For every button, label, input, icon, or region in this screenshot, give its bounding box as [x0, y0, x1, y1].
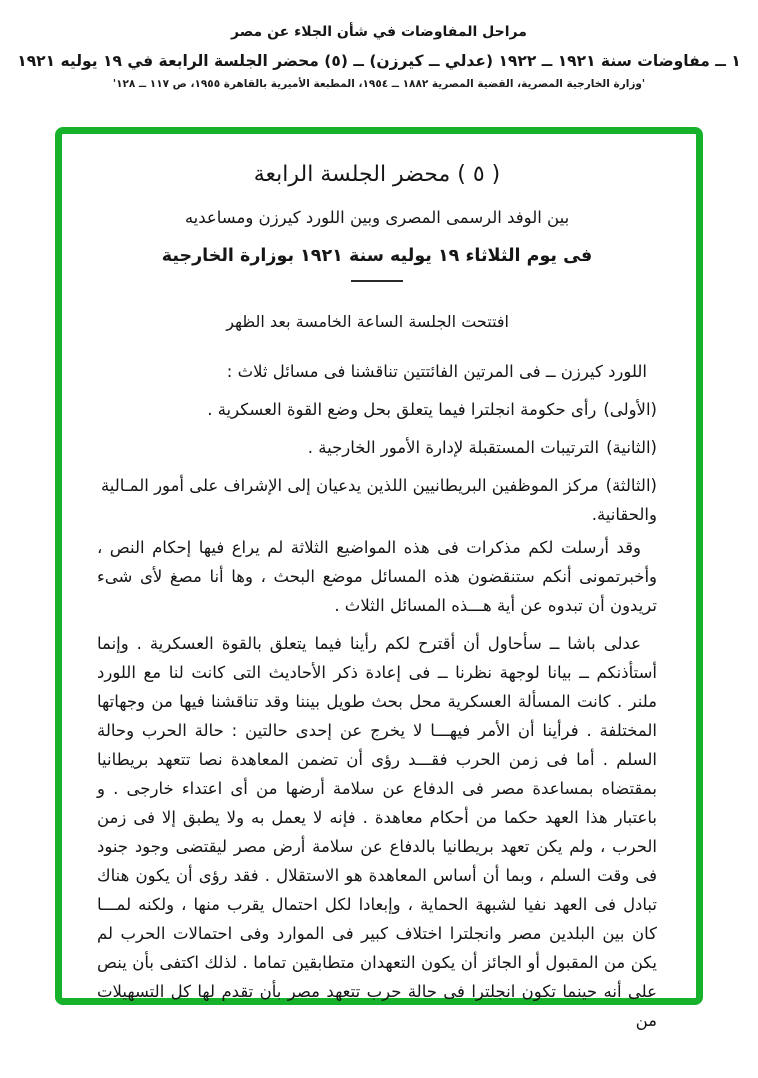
header-title: مراحل المفاوضات في شأن الجلاء عن مصر: [231, 24, 527, 40]
agenda-item-label: (الثانية): [606, 438, 657, 457]
opening-line: افتتحت الجلسة الساعة الخامسة بعد الظهر: [226, 312, 509, 331]
document-body: [62, 134, 696, 1035]
paragraph-adli-pasha: عدلى باشا ــ سأحاول أن أقترح لكم رأينا فيما يتعلق بالقوة العسكرية . وإنما أستأذنكم ــ بيانا لوجهة نظرنا ــ فى إعادة ذكر الأحاديث التى كانت لنا مع اللورد ملنر . كانت المسألة العسكرية محل بحث طويل بيننا وقد تناقشنا فيها من وجهاتها المختلفة . فرأينا أن الأمر فيهـــا لا يخرج عن إحدى حالتين : حالة الحرب وحالة السلم . أما فى زمن الحرب فقـــد رؤى أن تضمن المعاهدة نصا تتعهد بريطانيا بمقتضاه بمساعدة مصر فى الدفاع عن سلامة أرضها من أى اعتداء خارجى . و باعتبار هذا العهد حكما من أحكام معاهدة . فإنه لا يعمل به ولا يطبق إلا فى زمن الحرب ، ولم يكن تعهد بريطانيا بالدفاع عن سلامة أرض مصر ليقتضى وجود جنود فى وقت السلم ، وبما أن أساس المعاهدة هو الاستقلال . فقد رؤى أن يكون هناك تبادل فى العهد نفيا لشبهة الحماية ، وإبعادا لكل احتمال يقرب منها ، ولكنه لمـــا كان بين البلدين مصر وانجلترا اختلاف كبير فى الموارد وفى احتمالات الحرب لم يكن من المقبول أو الجائز أن يكون التعهدان متطابقين تماما . لذلك اكتفى بأن ينص على أنه حينما تكون انجلترا فى حالة حرب تتعهد مصر بأن تقدم لها كل التسهيلات من: [97, 634, 657, 1030]
source-note: 'وزارة الخارجية المصرية، القضية المصرية ١٨٨٢ ــ ١٩٥٤، المطبعة الأميرية بالقاهرة ١٩٥٥، ص ١١٧ ــ ١٢٨': [112, 78, 646, 90]
agenda-item-label: (الثالثة): [605, 476, 657, 495]
agenda-item-third: [97, 471, 657, 529]
header-subtitle: ١ ــ مفاوضات سنة ١٩٢١ ــ ١٩٢٢ (عدلي ــ كيرزن) ــ (٥) محضر الجلسة الرابعة في ١٩ يوليه ١٩٢١: [17, 52, 741, 70]
participants-line: بين الوفد الرسمى المصرى وبين اللورد كيرزن ومساعديه: [184, 208, 570, 227]
agenda-item-text: الترتيبات المستقبلة لإدارة الأمور الخارجية .: [307, 438, 600, 457]
agenda-item-text: مركز الموظفين البريطانيين اللذين يدعيان إلى الإشراف على أمور المـالية والحقانية.: [100, 476, 657, 524]
agenda-item-label: (الأولى): [603, 400, 657, 419]
agenda-item-first: [97, 395, 657, 424]
green-annotation-rectangle: [55, 127, 703, 1030]
session-title: ( ٥ ) محضر الجلسة الرابعة: [253, 162, 501, 187]
agenda-item-text: رأى حكومة انجلترا فيما يتعلق بحل وضع القوة العسكرية .: [207, 400, 597, 419]
curzon-statement-line: اللورد كيرزن ــ فى المرتين الفائتتين تناقشنا فى مسائل ثلاث :: [226, 362, 647, 381]
title-divider-rule: [351, 280, 403, 282]
page-header: [0, 0, 758, 90]
paragraph-memoranda: وقد أرسلت لكم مذكرات فى هذه المواضيع الثلاثة لم يراع فيها إحكام النص ، وأخبرتمونى أنكم ستنقضون هذه المسائل موضع البحث ، وها أنا مصغ لأى شىء تريدون أن تبدوه عن أية هـــذه المسائل الثلاث .: [97, 538, 657, 615]
date-line: فى يوم الثلاثاء ١٩ يوليه سنة ١٩٢١ بوزارة الخارجية: [161, 246, 593, 266]
agenda-item-second: [97, 433, 657, 462]
